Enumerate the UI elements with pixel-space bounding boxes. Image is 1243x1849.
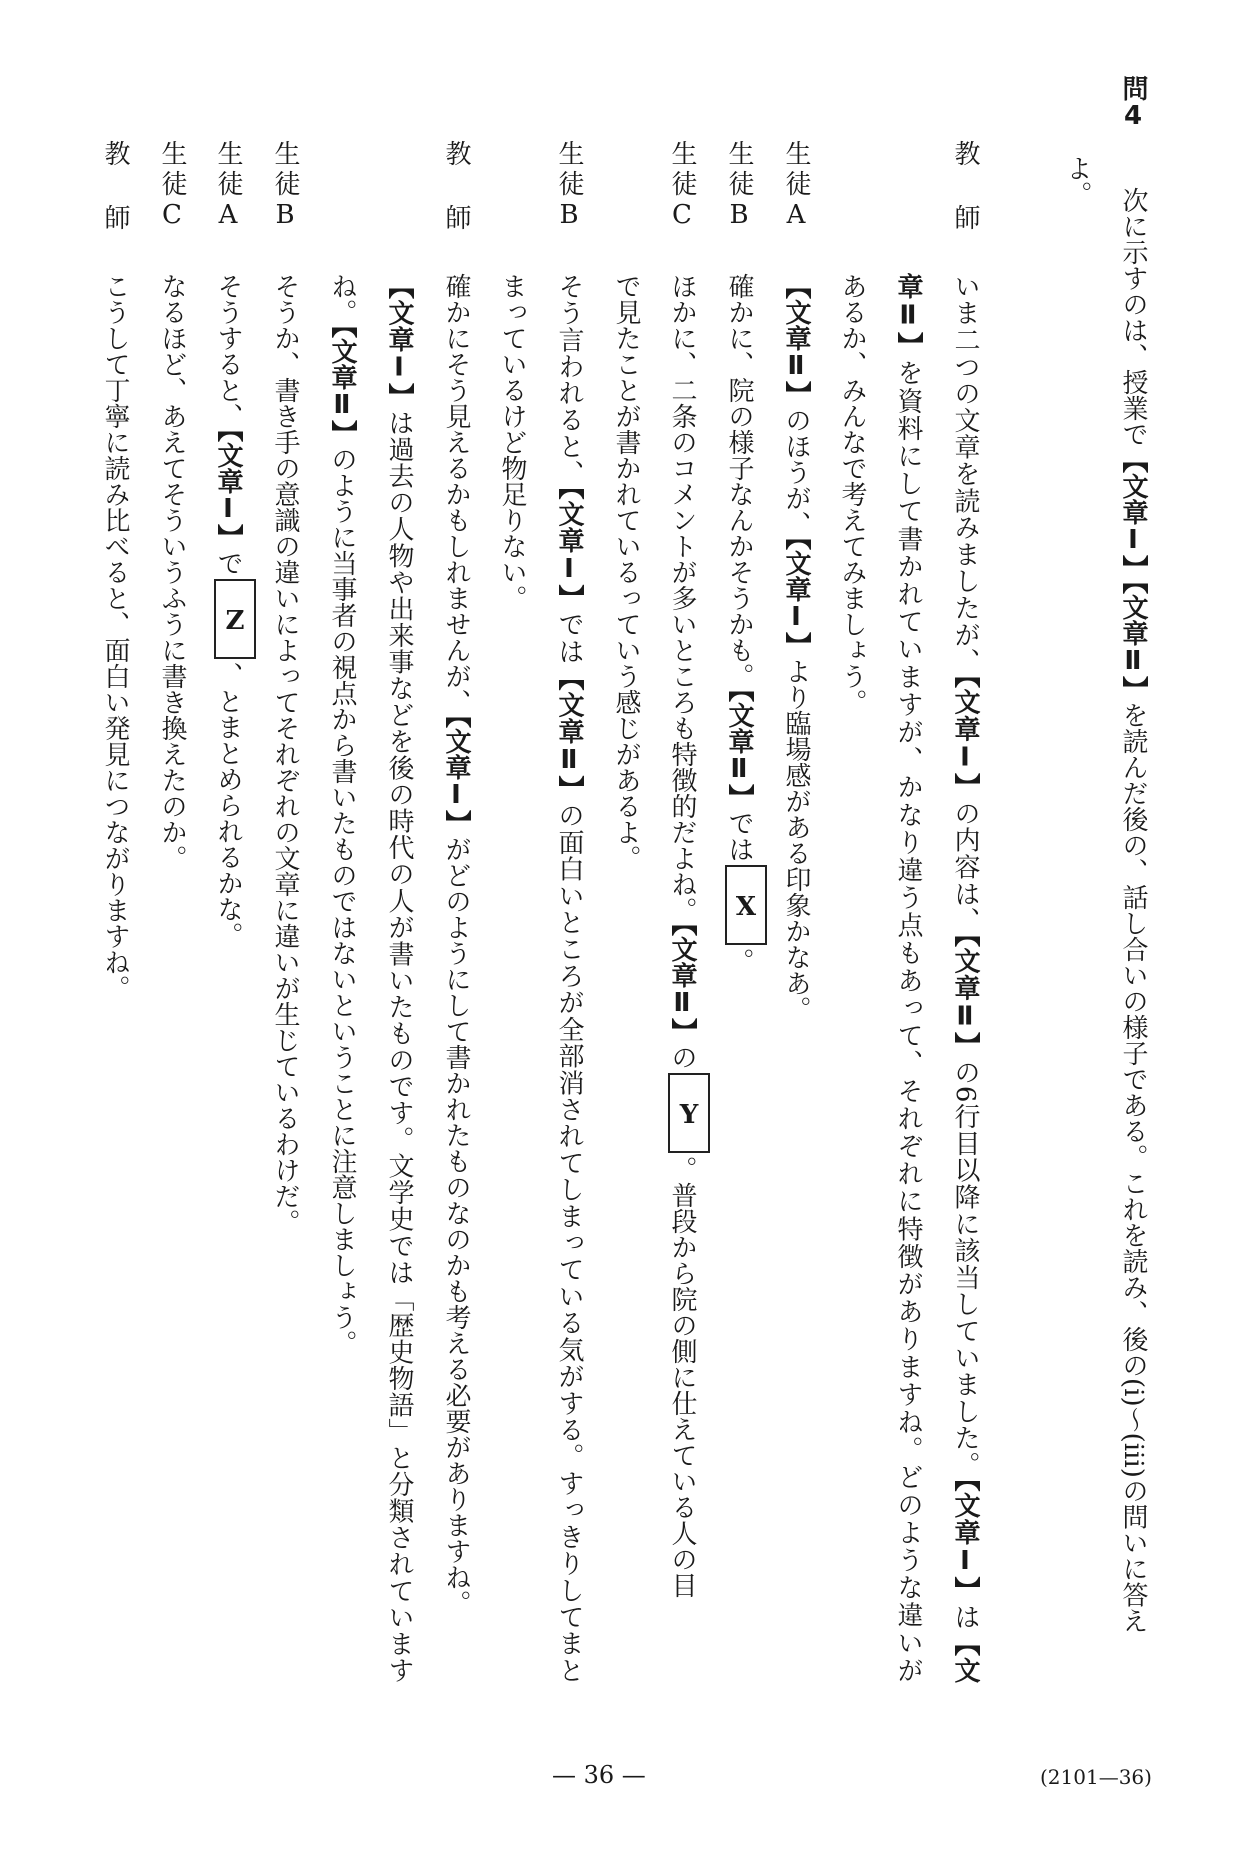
text-segment: こうして丁寧に読み比べると、面白い発見につながりますね。 bbox=[100, 273, 130, 1001]
dialogue-line bbox=[711, 273, 767, 974]
passage-reference: 【文章Ⅱ】 bbox=[781, 273, 811, 407]
text-segment: がどのようにして書かれたものなのかも考える必要がありますね。 bbox=[441, 836, 471, 1616]
text-segment: 確かにそう見えるかもしれませんが、 bbox=[441, 273, 471, 715]
speaker-label: 生徒B bbox=[724, 140, 754, 234]
dialogue-line bbox=[87, 273, 143, 1001]
text-segment: なるほど、あえてそういうふうに書き換えたのか。 bbox=[157, 273, 187, 871]
text-segment: は過去の人物や出来事などを後の時代の人が書いたものです。文学史では「歴史物語」と分類されています bbox=[384, 409, 414, 1684]
dialogue-line bbox=[484, 273, 540, 611]
text-segment: のように当事者の視点から書いたものではないということに注意しましょう。 bbox=[327, 446, 357, 1356]
text-segment: そうすると、 bbox=[213, 273, 243, 429]
passage-reference: 【文章Ⅰ】 bbox=[950, 1478, 980, 1604]
text-segment: よ。 bbox=[1062, 155, 1092, 207]
text-segment: 。普段から院の側に仕えている人の目 bbox=[667, 1156, 697, 1598]
speaker-label: 生徒C bbox=[157, 140, 187, 234]
text-segment: ね。 bbox=[327, 273, 357, 325]
passage-reference: 【文章Ⅰ】 bbox=[554, 486, 584, 612]
text-segment: まっているけど物足りない。 bbox=[497, 273, 527, 611]
text-segment: そうか、書き手の意識の違いによってそれぞれの文章に違いが生じているわけだ。 bbox=[270, 273, 300, 1235]
dialogue-line bbox=[314, 273, 370, 1356]
speaker-label: 生徒B bbox=[554, 140, 584, 234]
answer-blank-box: X bbox=[725, 865, 767, 945]
text-segment: 。 bbox=[724, 948, 754, 974]
passage-reference: 【文章Ⅱ】 bbox=[950, 934, 980, 1060]
text-segment: ほかに、二条のコメントが多いところも特徴的だよね。 bbox=[667, 273, 697, 923]
speaker-label: 生徒A bbox=[213, 140, 243, 234]
text-segment: で bbox=[213, 550, 243, 576]
passage-reference: 【文章Ⅱ】 bbox=[327, 325, 357, 446]
text-segment: では bbox=[554, 611, 584, 665]
text-segment: の内容は、 bbox=[950, 800, 980, 935]
text-segment: より臨場感がある印象かなあ。 bbox=[781, 658, 811, 1022]
text-segment: で見たことが書かれているっていう感じがあるよ。 bbox=[611, 273, 641, 871]
dialogue-line bbox=[257, 273, 313, 1235]
speaker-label: 教 師 bbox=[441, 140, 471, 234]
text-segment: を読んだ後の、話し合いの様子である。これを読み、後の(i)〜(iii)の問いに答え bbox=[1118, 702, 1148, 1634]
text-segment: では bbox=[724, 810, 754, 862]
speaker-label: 教 師 bbox=[950, 140, 980, 234]
speaker-label: 生徒B bbox=[270, 140, 300, 234]
text-segment: あるか、みんなで考えてみましょう。 bbox=[837, 273, 867, 715]
dialogue-line bbox=[768, 273, 824, 1022]
passage-reference: 【文章Ⅰ】 bbox=[441, 715, 471, 836]
passage-reference: 【文章Ⅰ】 bbox=[213, 429, 243, 550]
passage-reference: 【文章Ⅱ】 bbox=[554, 664, 584, 803]
text-segment: 確かに、院の様子なんかそうかも。 bbox=[724, 273, 754, 689]
text-segment: そう言われると、 bbox=[554, 273, 584, 487]
answer-blank-box: Y bbox=[668, 1073, 710, 1153]
dialogue-line bbox=[200, 273, 256, 948]
dialogue-line bbox=[1105, 187, 1161, 1634]
answer-blank-box: Z bbox=[214, 579, 256, 659]
text-segment: の6行目以降に該当していました。 bbox=[950, 1059, 980, 1479]
dialogue-line bbox=[654, 273, 710, 1598]
dialogue-line bbox=[371, 273, 427, 1683]
dialogue-line bbox=[144, 273, 200, 871]
text-segment: の bbox=[667, 1044, 697, 1070]
passage-reference: 【文章Ⅰ】 bbox=[950, 675, 980, 801]
passage-reference: 【文章Ⅰ】 bbox=[781, 537, 811, 658]
text-segment: を資料にして書かれていますが、かなり違う点もあって、それぞれに特徴がありますね。どのような違いが bbox=[893, 359, 923, 1684]
dialogue-line bbox=[1049, 155, 1105, 207]
text-segment: いま二つの文章を読みましたが、 bbox=[950, 273, 980, 676]
text-segment: 、とまとめられるかな。 bbox=[213, 662, 243, 948]
question-label: 問4 bbox=[1118, 75, 1148, 131]
dialogue-line bbox=[598, 273, 654, 871]
passage-reference: 【文章Ⅱ】 bbox=[667, 923, 697, 1044]
dialogue-line bbox=[937, 273, 993, 1683]
passage-reference: 【文 bbox=[950, 1630, 980, 1684]
exam-code: (2101—36) bbox=[1040, 1765, 1152, 1789]
text-segment: のほうが、 bbox=[781, 407, 811, 537]
text-segment: の面白いところが全部消されてしまっている気がする。すっきりしてまと bbox=[554, 802, 584, 1684]
dialogue-line bbox=[880, 273, 936, 1683]
text-segment: 次に示すのは、授業で bbox=[1118, 187, 1148, 447]
page-number: — 36 — bbox=[552, 1761, 646, 1789]
speaker-label: 生徒A bbox=[781, 140, 811, 234]
speaker-label: 生徒C bbox=[667, 140, 697, 234]
passage-reference: 【文章Ⅱ】 bbox=[724, 689, 754, 810]
passage-reference: 【文章Ⅰ】 bbox=[384, 273, 414, 410]
text-segment: は bbox=[950, 1603, 980, 1631]
speaker-label: 教 師 bbox=[100, 140, 130, 234]
dialogue-line bbox=[541, 273, 597, 1683]
passage-reference: 【文章Ⅰ】【文章Ⅱ】 bbox=[1118, 447, 1148, 702]
dialogue-line bbox=[428, 273, 484, 1616]
dialogue-line bbox=[824, 273, 880, 715]
passage-reference: 章Ⅱ】 bbox=[893, 273, 923, 360]
